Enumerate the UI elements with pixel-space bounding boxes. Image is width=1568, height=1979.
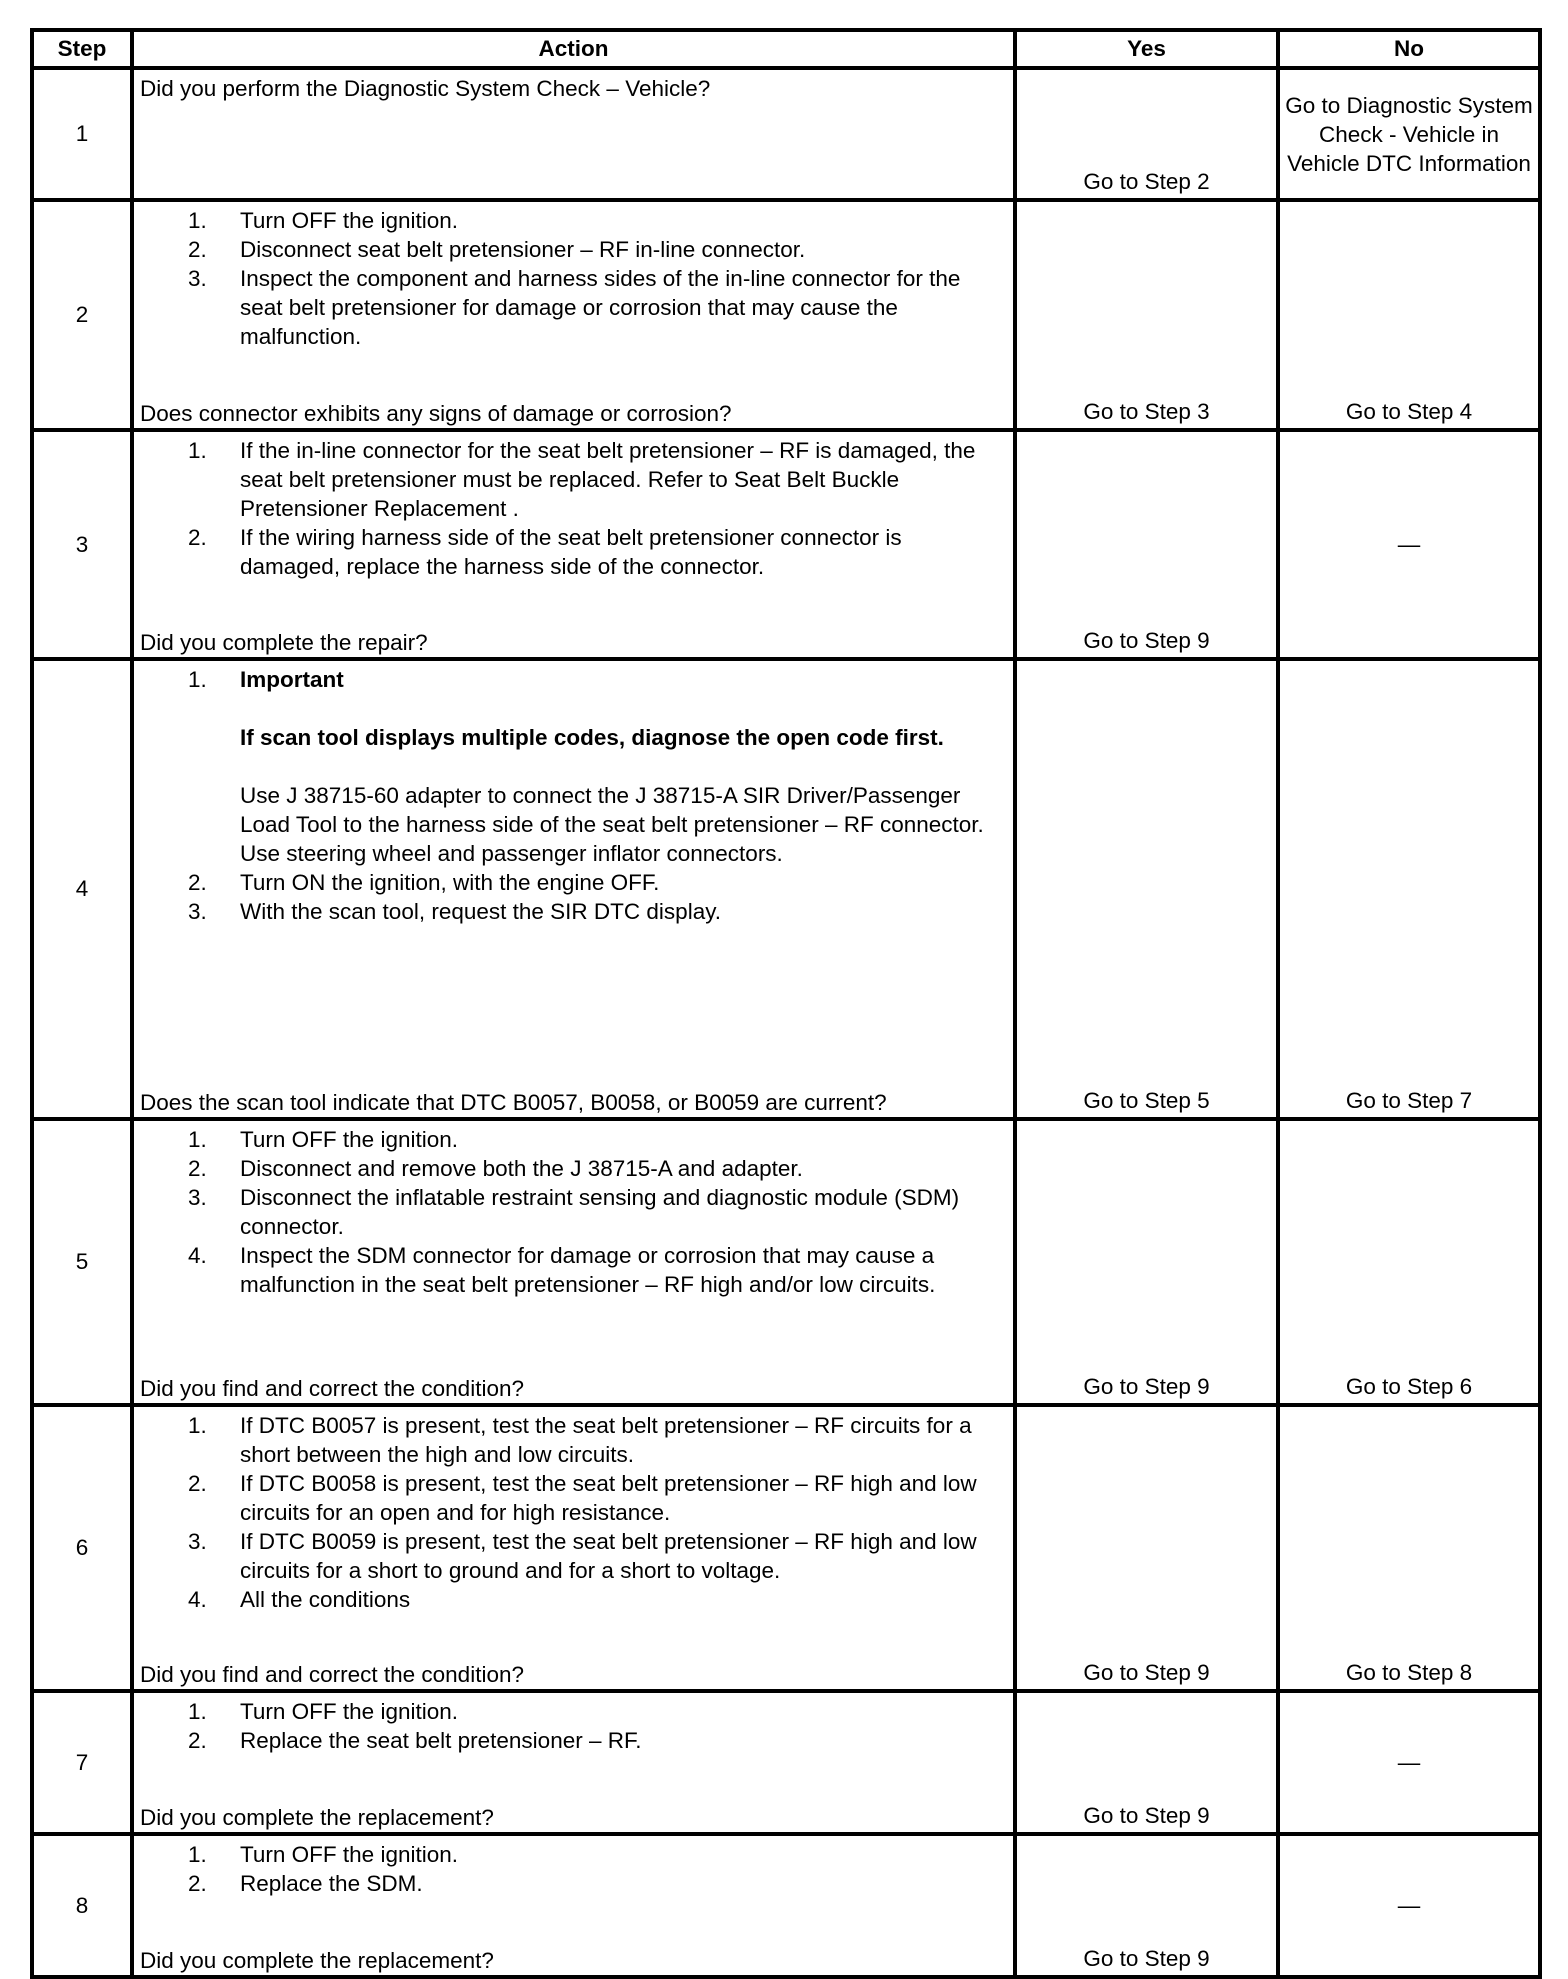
- item-text: Disconnect and remove both the J 38715-A and adapter.: [240, 1156, 803, 1181]
- yes-answer: Go to Step 9: [1015, 1119, 1278, 1405]
- yes-answer: Go to Step 9: [1015, 1691, 1278, 1834]
- list-item: [140, 1840, 1007, 1869]
- list-item: [140, 1183, 1007, 1241]
- header-action: Action: [132, 30, 1015, 68]
- item-text: Turn OFF the ignition.: [240, 1127, 459, 1152]
- no-answer: Go to Step 7: [1278, 659, 1540, 1119]
- question: Did you complete the replacement?: [140, 1948, 494, 1973]
- list-item: [140, 1469, 1007, 1527]
- step-number: 6: [32, 1405, 132, 1691]
- no-answer: Go to Step 8: [1278, 1405, 1540, 1691]
- diagnostic-table: [30, 28, 1542, 1979]
- table-row: [32, 430, 1540, 659]
- item-number: 1.: [188, 208, 207, 233]
- yes-answer: Go to Step 3: [1015, 200, 1278, 430]
- action-list: [140, 1840, 1007, 1898]
- list-item: [140, 868, 1007, 897]
- list-item: [140, 897, 1007, 926]
- list-item: [140, 1869, 1007, 1898]
- list-item: [140, 1726, 1007, 1755]
- table-row: [32, 659, 1540, 1119]
- item-text: If DTC B0059 is present, test the seat belt pretensioner – RF high and low circuits for a short to ground and for a short to voltage.: [240, 1529, 977, 1583]
- item-number: 4.: [188, 1243, 207, 1268]
- item-text: If the wiring harness side of the seat belt pretensioner connector is damaged, replace the harness side of the connector.: [240, 525, 902, 579]
- question: Does connector exhibits any signs of damage or corrosion?: [140, 401, 732, 426]
- yes-answer: Go to Step 5: [1015, 659, 1278, 1119]
- item-number: 2.: [188, 1871, 207, 1896]
- item-text: If DTC B0058 is present, test the seat belt pretensioner – RF high and low circuits for an open and for high resistance.: [240, 1471, 977, 1525]
- header-no: No: [1278, 30, 1540, 68]
- action-cell: [132, 1691, 1015, 1834]
- table-row: [32, 1119, 1540, 1405]
- no-answer: —: [1278, 1691, 1540, 1834]
- item-text: Inspect the SDM connector for damage or corrosion that may cause a malfunction in the seat belt pretensioner – RF high and/or low circuits.: [240, 1243, 936, 1297]
- item-number: 4.: [188, 1587, 207, 1612]
- yes-answer: Go to Step 9: [1015, 1834, 1278, 1977]
- item-number: 2.: [188, 870, 207, 895]
- action-list: [140, 1697, 1007, 1755]
- list-item: [140, 665, 1007, 868]
- action-cell: [132, 659, 1015, 1119]
- action-list: [140, 665, 1007, 926]
- action-cell: [132, 1405, 1015, 1691]
- table-row: [32, 68, 1540, 200]
- no-answer: Go to Step 4: [1278, 200, 1540, 430]
- action-cell: [132, 1834, 1015, 1977]
- question: Did you complete the repair?: [140, 630, 428, 655]
- item-text: Turn OFF the ignition.: [240, 1842, 459, 1867]
- item-text: If the in-line connector for the seat belt pretensioner – RF is damaged, the seat belt pretensioner must be replaced. Refer to Seat Belt Buckle Pretensioner Replacement .: [240, 438, 976, 521]
- item-text: Replace the SDM.: [240, 1871, 423, 1896]
- item-number: 2.: [188, 237, 207, 262]
- item-text: Turn ON the ignition, with the engine OFF.: [240, 870, 660, 895]
- item-text: Disconnect seat belt pretensioner – RF in-line connector.: [240, 237, 806, 262]
- yes-answer: Go to Step 9: [1015, 1405, 1278, 1691]
- table-row: [32, 1405, 1540, 1691]
- action-cell: [132, 200, 1015, 430]
- list-item: [140, 206, 1007, 235]
- no-answer: —: [1278, 1834, 1540, 1977]
- yes-answer: Go to Step 9: [1015, 430, 1278, 659]
- action-cell: [132, 68, 1015, 200]
- list-item: [140, 1125, 1007, 1154]
- item-number: 2.: [188, 525, 207, 550]
- item-text: Inspect the component and harness sides of the in-line connector for the seat belt pretensioner for damage or corrosion that may cause the malfunction.: [240, 266, 961, 349]
- step-number: 2: [32, 200, 132, 430]
- item-number: 1.: [188, 667, 207, 692]
- action-list: [140, 1411, 1007, 1614]
- step-number: 1: [32, 68, 132, 200]
- header-row: [32, 30, 1540, 68]
- question: Did you find and correct the condition?: [140, 1376, 524, 1401]
- item-number: 2.: [188, 1156, 207, 1181]
- no-answer: —: [1278, 430, 1540, 659]
- item-number: 3.: [188, 899, 207, 924]
- item-number: 1.: [188, 1699, 207, 1724]
- item-text: With the scan tool, request the SIR DTC display.: [240, 899, 722, 924]
- table-row: [32, 200, 1540, 430]
- item-text: Use J 38715-60 adapter to connect the J 38715-A SIR Driver/Passenger Load Tool to the harness side of the seat belt pretensioner – RF connector. Use steering wheel and passenger inflator connectors.: [240, 783, 984, 866]
- list-item: [140, 1154, 1007, 1183]
- yes-answer: Go to Step 2: [1015, 68, 1278, 200]
- no-answer: Go to Step 6: [1278, 1119, 1540, 1405]
- item-number: 1.: [188, 438, 207, 463]
- item-text: Disconnect the inflatable restraint sensing and diagnostic module (SDM) connector.: [240, 1185, 960, 1239]
- item-number: 3.: [188, 266, 207, 291]
- no-answer: Go to Diagnostic System Check - Vehicle in Vehicle DTC Information: [1278, 68, 1540, 200]
- item-number: 2.: [188, 1728, 207, 1753]
- item-text: Important: [240, 667, 344, 692]
- item-text: Turn OFF the ignition.: [240, 208, 459, 233]
- list-item: [140, 1411, 1007, 1469]
- action-list: [140, 436, 1007, 581]
- list-item: [140, 235, 1007, 264]
- question: Did you perform the Diagnostic System Check – Vehicle?: [140, 76, 711, 101]
- table-row: [32, 1834, 1540, 1977]
- step-number: 7: [32, 1691, 132, 1834]
- step-number: 3: [32, 430, 132, 659]
- item-number: 2.: [188, 1471, 207, 1496]
- item-text: All the conditions: [240, 1587, 411, 1612]
- step-number: 5: [32, 1119, 132, 1405]
- action-list: [140, 1125, 1007, 1299]
- table-row: [32, 1691, 1540, 1834]
- header-yes: Yes: [1015, 30, 1278, 68]
- item-number: 1.: [188, 1413, 207, 1438]
- list-item: [140, 1697, 1007, 1726]
- action-list: [140, 206, 1007, 351]
- item-text: Replace the seat belt pretensioner – RF.: [240, 1728, 642, 1753]
- list-item: [140, 1527, 1007, 1585]
- item-number: 1.: [188, 1127, 207, 1152]
- list-item: [140, 436, 1007, 523]
- item-text: Turn OFF the ignition.: [240, 1699, 459, 1724]
- list-item: [140, 1585, 1007, 1614]
- action-cell: [132, 1119, 1015, 1405]
- item-number: 1.: [188, 1842, 207, 1867]
- list-item: [140, 264, 1007, 351]
- header-step: Step: [32, 30, 132, 68]
- action-cell: [132, 430, 1015, 659]
- item-text: If DTC B0057 is present, test the seat belt pretensioner – RF circuits for a short between the high and low circuits.: [240, 1413, 972, 1467]
- item-text: If scan tool displays multiple codes, diagnose the open code first.: [240, 725, 944, 750]
- item-number: 3.: [188, 1185, 207, 1210]
- step-number: 4: [32, 659, 132, 1119]
- list-item: [140, 523, 1007, 581]
- item-number: 3.: [188, 1529, 207, 1554]
- step-number: 8: [32, 1834, 132, 1977]
- question: Does the scan tool indicate that DTC B0057, B0058, or B0059 are current?: [140, 1090, 887, 1115]
- question: Did you complete the replacement?: [140, 1805, 494, 1830]
- question: Did you find and correct the condition?: [140, 1662, 524, 1687]
- list-item: [140, 1241, 1007, 1299]
